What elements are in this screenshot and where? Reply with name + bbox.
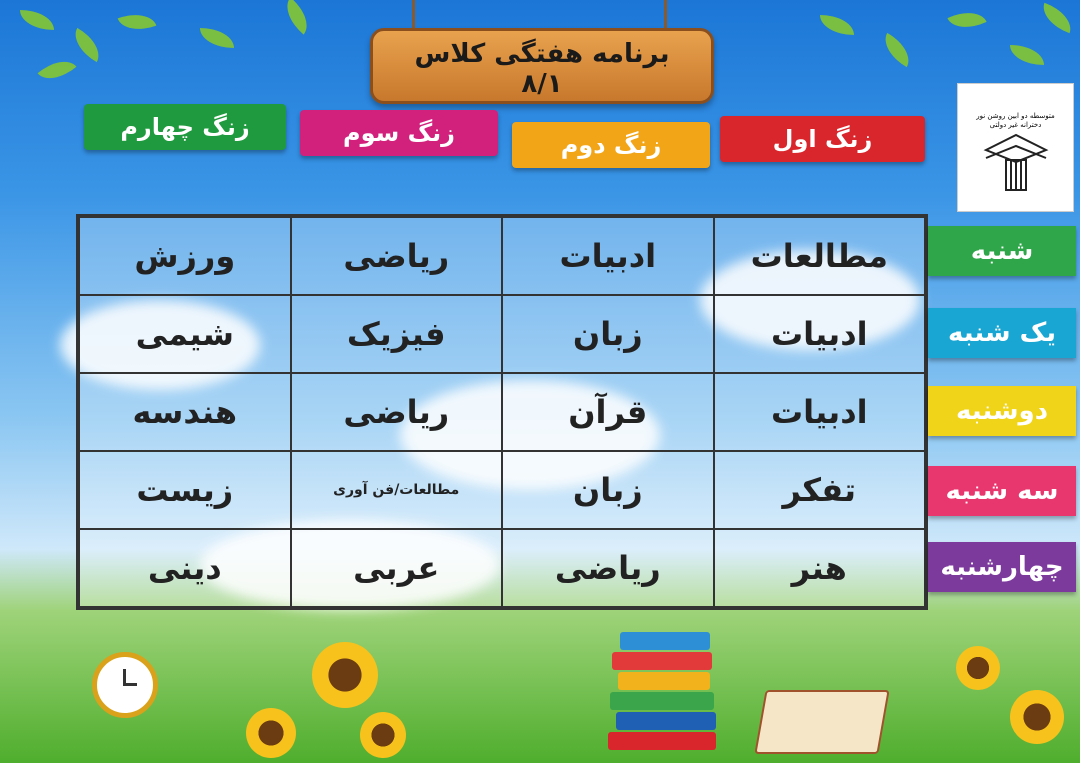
- leaf-decoration: [20, 10, 54, 30]
- day-tag-sunday: [928, 308, 1076, 358]
- bell-label: زنگ دوم: [560, 131, 662, 159]
- leaf-decoration: [118, 7, 157, 37]
- bell-ribbon-2: [512, 122, 710, 168]
- bell-label: زنگ اول: [772, 125, 873, 153]
- schedule-cell: قرآن: [502, 373, 714, 451]
- day-label: یک شنبه: [948, 318, 1056, 348]
- schedule-cell: ریاضی: [502, 529, 714, 607]
- schedule-cell: عربی: [291, 529, 503, 607]
- day-tag-tuesday: [928, 466, 1076, 516]
- bell-ribbon-4: [84, 104, 286, 150]
- class-number: ۸/۱: [521, 69, 563, 99]
- sunflower-icon: [312, 642, 378, 708]
- schedule-cell: ادبیات: [714, 295, 926, 373]
- schedule-cell: دینی: [79, 529, 291, 607]
- schedule-cell: شیمی: [79, 295, 291, 373]
- schedule-cell: زبان: [502, 451, 714, 529]
- day-tag-monday: [928, 386, 1076, 436]
- bell-ribbon-1: [720, 116, 925, 162]
- open-book-icon: [754, 690, 889, 754]
- schedule-cell: مطالعات/فن آوری: [291, 451, 503, 529]
- schedule-cell: ادبیات: [502, 217, 714, 295]
- schedule-cell: تفکر: [714, 451, 926, 529]
- schedule-cell: هنر: [714, 529, 926, 607]
- leaf-decoration: [278, 0, 317, 35]
- schedule-cell: ادبیات: [714, 373, 926, 451]
- sunflower-icon: [360, 712, 406, 758]
- leaf-decoration: [1038, 3, 1077, 33]
- schedule-cell: ورزش: [79, 217, 291, 295]
- title-board: [370, 28, 714, 104]
- schedule-cell: مطالعات: [714, 217, 926, 295]
- schedule-cell: فیزیک: [291, 295, 503, 373]
- school-logo: [957, 83, 1074, 212]
- day-label: شنبه: [970, 236, 1034, 266]
- day-tag-saturday: [928, 226, 1076, 276]
- page-title: برنامه هفتگی کلاس: [414, 39, 670, 69]
- schedule-cell: ریاضی: [291, 217, 503, 295]
- sunflower-icon: [246, 708, 296, 758]
- day-tag-wednesday: [928, 542, 1076, 592]
- day-label: چهارشنبه: [940, 552, 1064, 582]
- schedule-cell: زیست: [79, 451, 291, 529]
- schedule-cell: هندسه: [79, 373, 291, 451]
- leaf-decoration: [1010, 45, 1044, 65]
- leaf-decoration: [67, 28, 106, 62]
- bell-label: زنگ سوم: [343, 119, 455, 147]
- pencil-book-icon: [981, 130, 1051, 200]
- schedule-table: [76, 214, 928, 610]
- leaf-decoration: [820, 15, 854, 35]
- day-label: سه شنبه: [945, 476, 1059, 506]
- schedule-cell: زبان: [502, 295, 714, 373]
- leaf-decoration: [200, 28, 234, 48]
- day-label: دوشنبه: [955, 396, 1049, 426]
- leaf-decoration: [38, 51, 77, 88]
- school-type: دخترانه غیر دولتی: [989, 121, 1042, 129]
- bell-label: زنگ چهارم: [120, 113, 250, 141]
- sunflower-icon: [956, 646, 1000, 690]
- leaf-decoration: [877, 33, 916, 67]
- sunflower-icon: [1010, 690, 1064, 744]
- bell-ribbon-3: [300, 110, 498, 156]
- alarm-clock-icon: [92, 652, 158, 718]
- leaf-decoration: [947, 4, 986, 36]
- school-name: متوسطه دو ابین روشن نور: [976, 112, 1055, 120]
- schedule-cell: ریاضی: [291, 373, 503, 451]
